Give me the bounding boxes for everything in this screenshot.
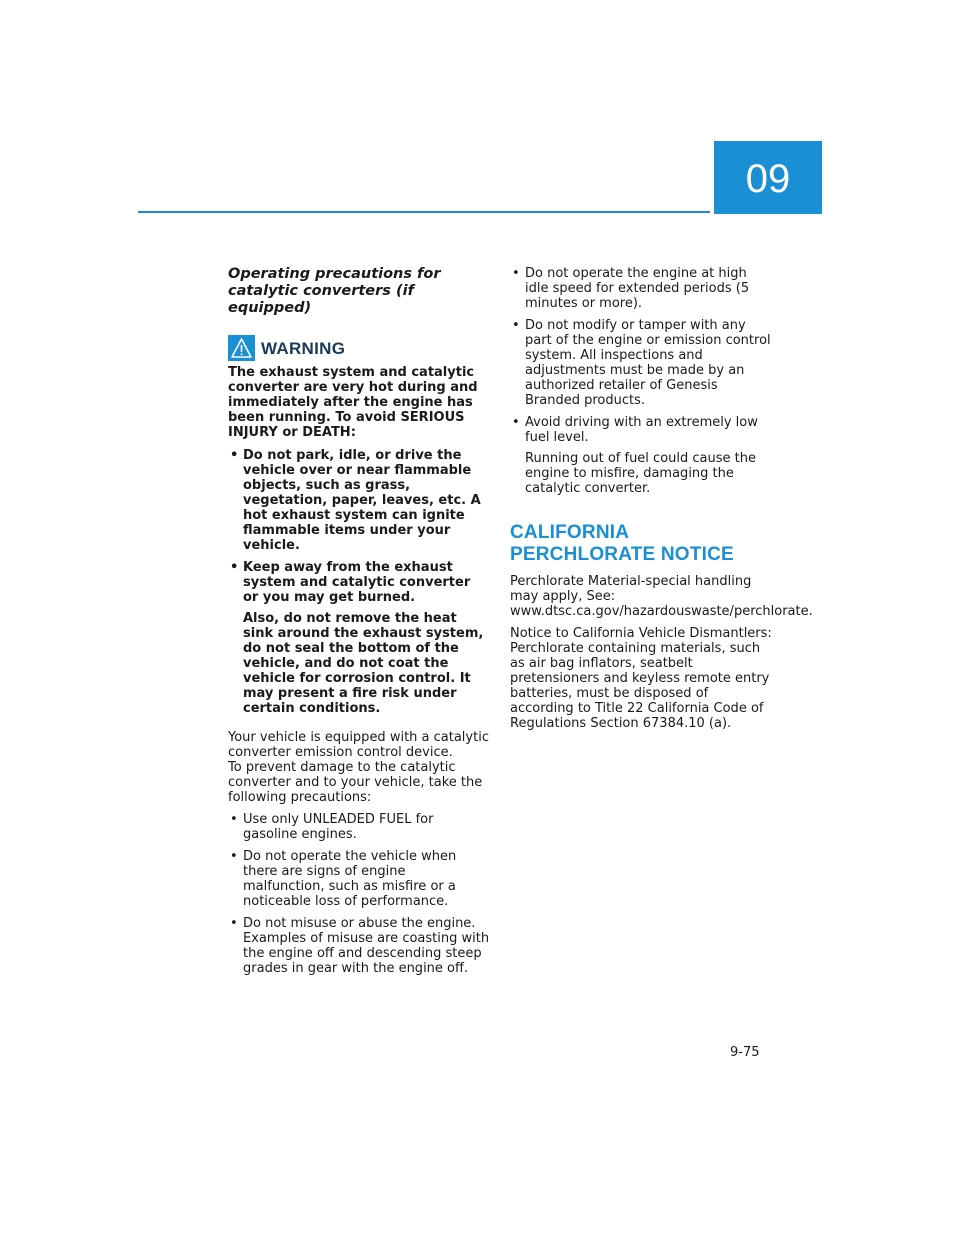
bullet: • [512,415,520,430]
chapter-number: 09 [745,157,791,201]
warning-header [228,335,490,361]
list-item-text: Do not operate the engine at high idle speed for extended periods (5 minutes or more). [525,266,750,311]
warning-item-subtext: Also, do not remove the heat sink around the exhaust system, do not seal the bottom of the vehicle, and do not coat the vehicle for corrosion control. It may present a fire risk under certain conditions. [243,611,484,716]
warning-item [228,560,490,716]
body-paragraph: Your vehicle is equipped with a catalytic converter emission control device. [228,730,489,760]
california-paragraph: Perchlorate Material-special handling may apply, See: www.dtsc.ca.gov/hazardouswaste/perchlorate. [510,574,813,619]
warning-block [228,365,490,716]
warning-title: WARNING [261,338,346,358]
bullet: • [230,916,238,931]
list-item-text: Do not misuse or abuse the engine. Examples of misuse are coasting with the engine off and descending steep grades in gear with the engine off. [243,916,490,976]
warning-triangle-icon [228,335,255,361]
header-rule [138,211,710,213]
list-item [510,318,772,408]
list-item [228,849,490,909]
intro-text [228,730,490,805]
list-item [510,415,772,496]
list-item-text: Avoid driving with an extremely low fuel level. [525,415,758,445]
california-heading: CALIFORNIA PERCHLORATE NOTICE [510,522,734,565]
bullet: • [230,448,239,463]
list-item [510,266,772,311]
warning-item-text: Do not park, idle, or drive the vehicle over or near flammable objects, such as grass, vegetation, paper, leaves, etc. A hot exhaust system can ignite flammable items under your vehicle. [243,448,481,553]
list-item [228,812,490,842]
right-column [510,266,813,738]
list-item-text: Do not modify or tamper with any part of the engine or emission control system. All inspections and adjustments must be made by an authorized retailer of Genesis Branded products. [525,318,771,408]
warning-list [228,448,490,716]
bullet: • [230,560,239,575]
california-paragraph: Notice to California Vehicle Dismantlers: Perchlorate containing materials, such as air bag inflators, seatbelt pretensioners and keyless remote entry batteries, must be disposed of according to Title 22 California Code of Regulations Section 67384.10 (a). [510,626,772,731]
list-item-subtext: Running out of fuel could cause the engine to misfire, damaging the catalytic converter. [525,451,756,496]
section-title: Operating precautions for catalytic converters (if equipped) [228,266,441,316]
left-column [228,266,490,983]
precautions-list-continued [510,266,772,496]
precautions-list [228,812,490,976]
list-item [228,916,490,976]
body-paragraph: To prevent damage to the catalytic converter and to your vehicle, take the following precautions: [228,760,483,805]
list-item-text: Do not operate the vehicle when there are signs of engine malfunction, such as misfire or a noticeable loss of performance. [243,849,457,909]
warning-intro: The exhaust system and catalytic converter are very hot during and immediately after the engine has been running. To avoid SERIOUS INJURY or DEATH: [228,365,478,440]
bullet: • [512,266,520,281]
bullet: • [512,318,520,333]
warning-item-text: Keep away from the exhaust system and catalytic converter or you may get burned. [243,560,471,605]
bullet: • [230,849,238,864]
chapter-tab [714,141,822,214]
page-number: 9-75 [730,1045,760,1060]
bullet: • [230,812,238,827]
list-item-text: Use only UNLEADED FUEL for gasoline engines. [243,812,434,842]
warning-item [228,448,490,553]
